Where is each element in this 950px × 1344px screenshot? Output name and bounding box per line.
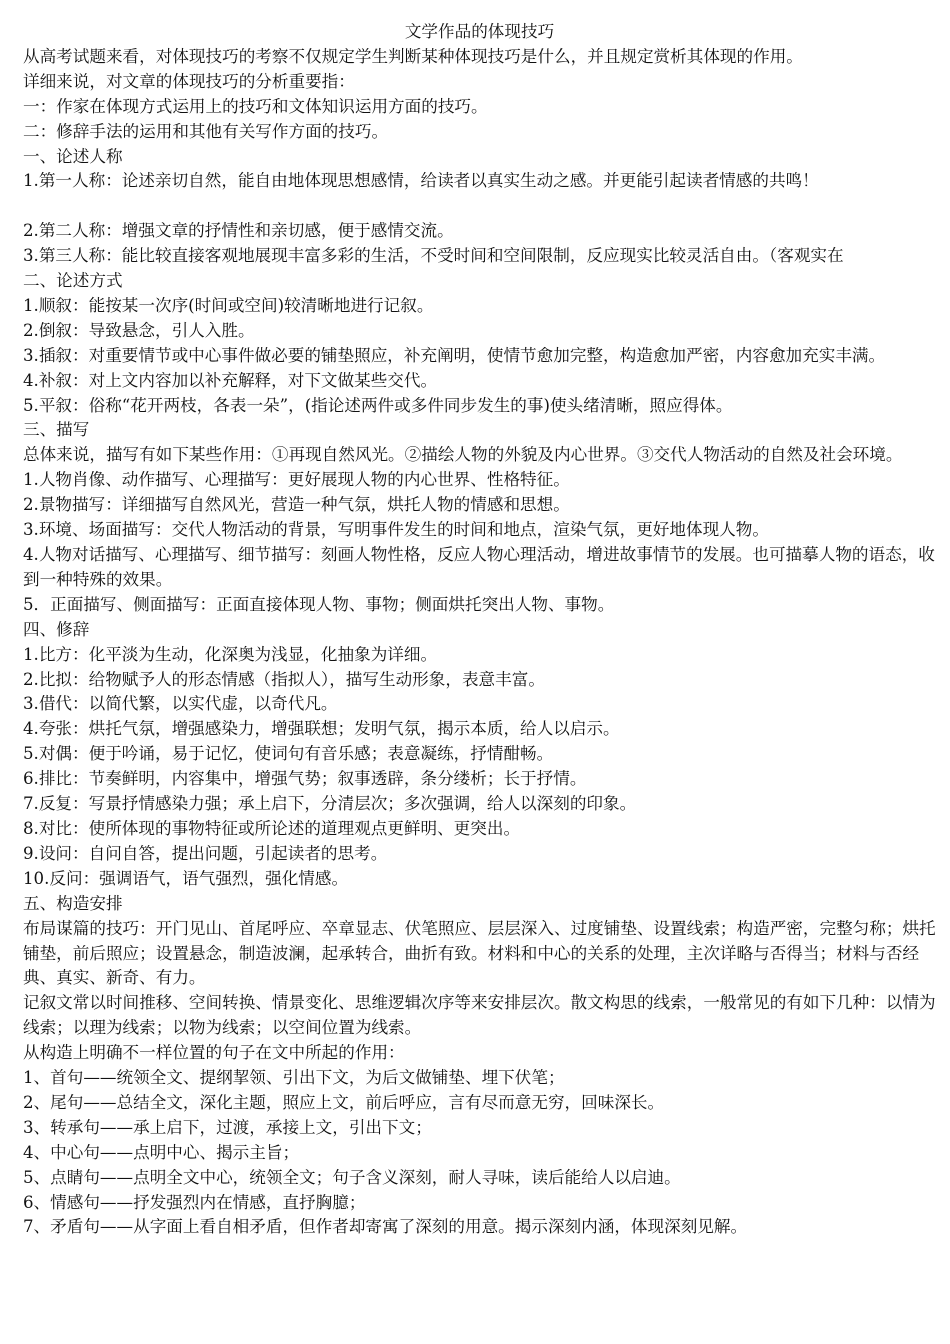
text-line: 6.排比：节奏鲜明，内容集中，增强气势；叙事透辟，条分缕析；长于抒情。 bbox=[23, 769, 587, 789]
text-line: 3.插叙：对重要情节或中心事件做必要的铺垫照应，补充阐明，使情节愈加完整，构造愈加严密，内容愈加充实丰满。 bbox=[23, 345, 886, 365]
text-line: 3.环境、场面描写：交代人物活动的背景，写明事件发生的时间和地点，渲染气氛，更好地体现人物。 bbox=[23, 520, 769, 540]
text-line: 4.夸张：烘托气氛，增强感染力，增强联想；发明气氛，揭示本质，给人以启示。 bbox=[23, 719, 620, 739]
text-line: 1.比方：化平淡为生动，化深奥为浅显，化抽象为详细。 bbox=[23, 644, 438, 664]
text-line: 总体来说，描写有如下某些作用：①再现自然风光。②描绘人物的外貌及内心世界。③交代人物活动的自然及社会环境。 bbox=[23, 445, 903, 465]
text-line: 1、首句——统领全文、提纲挈领、引出下文，为后文做铺垫、埋下伏笔； bbox=[23, 1068, 565, 1088]
text-line: 10.反问：强调语气，语气强烈，强化情感。 bbox=[23, 868, 349, 888]
text-line: 5、点睛句——点明全文中心，统领全文；句子含义深刻，耐人寻味，读后能给人以启迪。 bbox=[23, 1167, 681, 1187]
text-line: 1.顺叙：能按某一次序(时间或空间)较清晰地进行记叙。 bbox=[23, 295, 434, 315]
text-line: 从高考试题来看，对体现技巧的考察不仅规定学生判断某种体现技巧是什么，并且规定赏析其体现的作用。 bbox=[23, 46, 803, 66]
text-line: 四、修辞 bbox=[23, 619, 90, 639]
text-line: 2.景物描写：详细描写自然风光，营造一种气氛，烘托人物的情感和思想。 bbox=[23, 495, 570, 515]
text-line: 2.比拟：给物赋予人的形态情感（指拟人），描写生动形象，表意丰富。 bbox=[23, 669, 545, 689]
text-line: 5.平叙：俗称“花开两枝，各表一朵”，(指论述两件或多件同步发生的事)使头绪清晰，照应得体。 bbox=[23, 395, 733, 415]
text-line: 4、中心句——点明中心、揭示主旨； bbox=[23, 1142, 300, 1162]
text-line: 4.补叙：对上文内容加以补充解释，对下文做某些交代。 bbox=[23, 370, 438, 390]
text-line: 7、矛盾句——从字面上看自相矛盾，但作者却寄寓了深刻的用意。揭示深刻内涵，体现深刻见解。 bbox=[23, 1217, 748, 1237]
text-line: 5．正面描写、侧面描写：正面直接体现人物、事物；侧面烘托突出人物、事物。 bbox=[23, 594, 615, 614]
text-line: 二：修辞手法的运用和其他有关写作方面的技巧。 bbox=[23, 121, 389, 141]
text-line: 二、论述方式 bbox=[23, 271, 123, 291]
text-line: 2.倒叙：导致悬念，引人入胜。 bbox=[23, 320, 255, 340]
text-line: 记叙文常以时间推移、空间转换、情景变化、思维逻辑次序等来安排层次。散文构思的线索，一般常见的有如下几种：以情为线索；以理为线索；以物为线索；以空间位置为线索。 bbox=[23, 993, 936, 1038]
text-line: 2.第二人称：增强文章的抒情性和亲切感，便于感情交流。 bbox=[23, 221, 454, 241]
text-line: 3.借代：以简代繁，以实代虚，以奇代凡。 bbox=[23, 694, 338, 714]
text-line: 9.设问：自问自答，提出问题，引起读者的思考。 bbox=[23, 843, 388, 863]
text-line: 1.第一人称：论述亲切自然，能自由地体现思想感情，给读者以真实生动之感。并更能引起读者情感的共鸣！ bbox=[23, 171, 819, 191]
document-title: 文学作品的体现技巧 bbox=[404, 22, 555, 41]
text-line: 6、情感句——抒发强烈内在情感，直抒胸臆； bbox=[23, 1192, 366, 1212]
text-line: 一：作家在体现方式运用上的技巧和文体知识运用方面的技巧。 bbox=[23, 96, 488, 116]
document-body bbox=[23, 45, 936, 1240]
text-line: 2、尾句——总结全文，深化主题，照应上文，前后呼应，言有尽而意无穷，回味深长。 bbox=[23, 1092, 665, 1112]
text-line: 一、论述人称 bbox=[23, 146, 123, 166]
text-line: 3.第三人称：能比较直接客观地展现丰富多彩的生活，不受时间和空间限制，反应现实比较灵活自由。（客观实在 bbox=[23, 246, 844, 266]
text-line: 布局谋篇的技巧：开门见山、首尾呼应、卒章显志、伏笔照应、层层深入、过度铺垫、设置线索；构造严密，完整匀称；烘托铺垫，前后照应；设置悬念，制造波澜，起承转合，曲折有致。材料和中心的关系的处理，主次详略与否得当；材料与否经典、真实、新奇、有力。 bbox=[23, 918, 936, 988]
text-line: 详细来说，对文章的体现技巧的分析重要指： bbox=[23, 71, 355, 91]
text-line: 从构造上明确不一样位置的句子在文中所起的作用： bbox=[23, 1043, 405, 1063]
text-line: 5.对偶：便于吟诵，易于记忆，使词句有音乐感；表意凝练，抒情酣畅。 bbox=[23, 744, 554, 764]
text-line: 3、转承句——承上启下，过渡，承接上文，引出下文； bbox=[23, 1117, 432, 1137]
blank-line bbox=[23, 194, 936, 219]
text-line: 4.人物对话描写、心理描写、细节描写：刻画人物性格，反应人物心理活动，增进故事情节的发展。也可描摹人物的语态，收到一种特殊的效果。 bbox=[23, 545, 935, 589]
text-line: 8.对比：使所体现的事物特征或所论述的道理观点更鲜明、更突出。 bbox=[23, 818, 521, 838]
text-line: 7.反复：写景抒情感染力强；承上启下，分清层次；多次强调，给人以深刻的印象。 bbox=[23, 794, 637, 814]
text-line: 三、描写 bbox=[23, 420, 90, 440]
text-line: 五、构造安排 bbox=[23, 893, 123, 913]
text-line: 1.人物肖像、动作描写、心理描写：更好展现人物的内心世界、性格特征。 bbox=[23, 470, 570, 490]
